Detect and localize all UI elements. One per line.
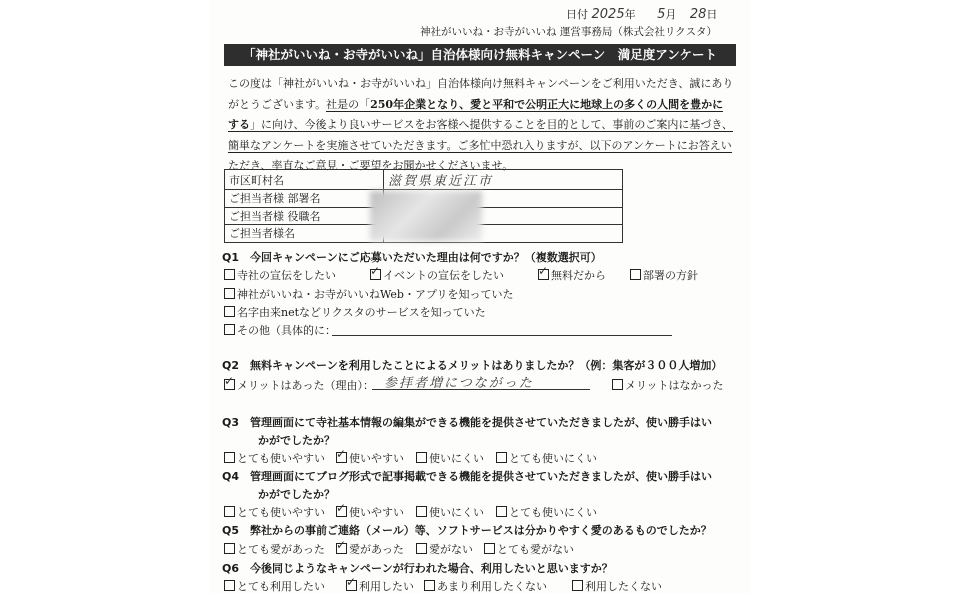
option-label: 使いにくい bbox=[429, 506, 484, 519]
option-label: とても愛がない bbox=[497, 543, 574, 556]
date-line bbox=[566, 6, 717, 22]
option-label: 利用したい bbox=[359, 580, 414, 593]
option-label: とても使いやすい bbox=[237, 506, 325, 519]
q3-title-line-2: かがでしたか？ bbox=[258, 434, 335, 447]
checkbox-icon[interactable] bbox=[224, 288, 235, 299]
q5-option-very-loving[interactable] bbox=[224, 541, 325, 557]
checkbox-checked-icon[interactable] bbox=[370, 269, 381, 280]
intro-line-3 bbox=[228, 115, 738, 136]
checkbox-icon[interactable] bbox=[612, 379, 623, 390]
q1-option-policy[interactable] bbox=[630, 267, 698, 283]
option-label: 愛がない bbox=[429, 543, 473, 556]
q2-reason-handwritten[interactable]: 参拝者増につながった bbox=[384, 376, 534, 391]
checkbox-icon[interactable] bbox=[224, 580, 235, 591]
q1-option-free[interactable] bbox=[538, 267, 606, 283]
q6-title: Q6 今後同じようなキャンペーンが行われた場合、利用したいと思いますか？ bbox=[222, 562, 613, 575]
q6-option-not-want[interactable] bbox=[572, 578, 662, 594]
checkbox-icon[interactable] bbox=[424, 580, 435, 591]
q4-option-very-easy[interactable] bbox=[224, 504, 325, 520]
q2-title: Q2 無料キャンペーンを利用したことによるメリットはありましたか？（例：集客が３００人増加） bbox=[222, 359, 723, 372]
checkbox-icon[interactable] bbox=[572, 580, 583, 591]
q2-option-no[interactable] bbox=[612, 377, 724, 393]
option-label: とても利用したい bbox=[237, 580, 325, 593]
checkbox-icon[interactable] bbox=[224, 543, 235, 554]
intro-motto: 250年企業となり、愛と平和で公明正大に地球上の多くの人間を豊かに bbox=[370, 97, 724, 111]
q6-option-want[interactable] bbox=[346, 578, 414, 594]
checkbox-icon[interactable] bbox=[224, 306, 235, 317]
contact-name-label: ご担当者様名 bbox=[225, 225, 384, 243]
option-label: 愛があった bbox=[349, 543, 404, 556]
option-label: とても使いにくい bbox=[509, 452, 597, 465]
checkbox-checked-icon[interactable] bbox=[336, 543, 347, 554]
checkbox-icon[interactable] bbox=[224, 324, 235, 335]
q4-option-very-hard[interactable] bbox=[496, 504, 597, 520]
month-value: 5 bbox=[657, 7, 666, 22]
option-label: とても愛があった bbox=[237, 543, 325, 556]
checkbox-icon[interactable] bbox=[224, 506, 235, 517]
option-label: あまり利用したくない bbox=[437, 580, 547, 593]
option-label: 使いにくい bbox=[429, 452, 484, 465]
survey-title: 「神社がいいね・お寺がいいね」自治体様向け無料キャンペーン 満足度アンケート bbox=[224, 44, 736, 66]
q6-option-very-want[interactable] bbox=[224, 578, 325, 594]
intro-thanks: がとうございます。 bbox=[228, 97, 327, 111]
intro-line-5: ただき、率直なご意見・ご要望をお聞かせくださいませ。 bbox=[228, 159, 514, 172]
option-label: 部署の方針 bbox=[643, 269, 698, 282]
municipality-value[interactable]: 滋賀県東近江市 bbox=[384, 170, 623, 190]
q4-title-line-1: Q4 管理画面にてブログ形式で記事掲載できる機能を提供させていただきましたが、使い勝手はい bbox=[222, 470, 713, 483]
year-unit: 年 bbox=[624, 8, 636, 21]
q3-option-easy[interactable] bbox=[336, 450, 404, 466]
q1-option-knew-app[interactable] bbox=[224, 286, 514, 302]
q3-title-line-1: Q3 管理画面にて寺社基本情報の編集ができる機能を提供させていただきましたが、使い勝手はい bbox=[222, 416, 713, 429]
option-label: 使いやすい bbox=[349, 506, 404, 519]
q5-option-no-love[interactable] bbox=[416, 541, 473, 557]
q1-title: Q1 今回キャンペーンにご応募いただいた理由は何ですか？（複数選択可） bbox=[222, 251, 602, 264]
date-label: 日付 bbox=[566, 8, 588, 21]
option-label: 無料だから bbox=[551, 269, 606, 282]
year-value: 2025 bbox=[591, 7, 625, 22]
checkbox-icon[interactable] bbox=[484, 543, 495, 554]
option-label: メリットはあった（理由）： bbox=[237, 379, 374, 392]
q4-option-hard[interactable] bbox=[416, 504, 484, 520]
day-value: 28 bbox=[689, 7, 707, 22]
checkbox-checked-icon[interactable] bbox=[336, 506, 347, 517]
option-label: とても使いやすい bbox=[237, 452, 325, 465]
office-name: 神社がいいね・お寺がいいね 運営事務局（株式会社リクスタ） bbox=[420, 26, 718, 38]
option-label: とても使いにくい bbox=[509, 506, 597, 519]
option-label: イベントの宣伝をしたい bbox=[383, 269, 504, 282]
checkbox-icon[interactable] bbox=[416, 543, 427, 554]
q3-option-very-easy[interactable] bbox=[224, 450, 325, 466]
q6-option-rather-not[interactable] bbox=[424, 578, 547, 594]
q3-option-hard[interactable] bbox=[416, 450, 484, 466]
q2-reason-underline bbox=[372, 389, 590, 390]
q5-option-loving[interactable] bbox=[336, 541, 404, 557]
option-label: 名字由来netなどリクスタのサービスを知っていた bbox=[237, 306, 486, 319]
option-label: メリットはなかった bbox=[625, 379, 724, 392]
department-label: ご担当者様 部署名 bbox=[225, 190, 384, 208]
position-label: ご担当者様 役職名 bbox=[225, 207, 384, 225]
checkbox-icon[interactable] bbox=[224, 269, 235, 280]
intro-paragraph bbox=[228, 74, 738, 177]
checkbox-icon[interactable] bbox=[496, 506, 507, 517]
checkbox-checked-icon[interactable] bbox=[336, 452, 347, 463]
checkbox-icon[interactable] bbox=[496, 452, 507, 463]
checkbox-icon[interactable] bbox=[630, 269, 641, 280]
q2-option-yes[interactable] bbox=[224, 377, 374, 393]
intro-request: 簡単なアンケートを実施させていただきます。ご多忙中恐れ入りますが、以下のアンケートにお答えい bbox=[228, 138, 732, 152]
q4-title-line-2: かがでしたか？ bbox=[258, 488, 335, 501]
option-label: その他（具体的に： bbox=[237, 324, 336, 337]
checkbox-icon[interactable] bbox=[416, 452, 427, 463]
checkbox-checked-icon[interactable] bbox=[224, 379, 235, 390]
intro-motto-prefix: 社是の「 bbox=[326, 97, 371, 111]
table-row bbox=[225, 170, 623, 190]
q5-title: Q5 弊社からの事前ご連絡（メール）等、ソフトサービスは分かりやすく愛のあるものでしたか？ bbox=[222, 524, 712, 537]
option-label: 利用したくない bbox=[585, 580, 662, 593]
option-label: 使いやすい bbox=[349, 452, 404, 465]
intro-line-2 bbox=[228, 95, 738, 116]
q1-option-other[interactable] bbox=[224, 322, 336, 338]
intro-line-1: この度は「神社がいいね・お寺がいいね」自治体様向け無料キャンペーンをご利用いただき、誠にあり bbox=[228, 77, 734, 90]
checkbox-checked-icon[interactable] bbox=[538, 269, 549, 280]
q1-option-event-promo[interactable] bbox=[370, 267, 504, 283]
q4-option-easy[interactable] bbox=[336, 504, 404, 520]
checkbox-icon[interactable] bbox=[416, 506, 427, 517]
redacted-personal-info bbox=[370, 191, 482, 241]
q1-option-knew-rixta[interactable] bbox=[224, 304, 486, 320]
option-label: 神社がいいね・お寺がいいねWeb・アプリを知っていた bbox=[237, 288, 514, 301]
option-label: 寺社の宣伝をしたい bbox=[237, 269, 336, 282]
q5-option-no-love-at-all[interactable] bbox=[484, 541, 574, 557]
intro-purpose: 」に向け、今後より良いサービスをお客様へ提供することを目的として、事前のご案内に基づき、 bbox=[250, 118, 733, 131]
month-unit: 月 bbox=[665, 8, 677, 21]
checkbox-icon[interactable] bbox=[224, 452, 235, 463]
municipality-label: 市区町村名 bbox=[225, 170, 384, 190]
intro-line-4 bbox=[228, 136, 738, 157]
intro-motto-end: する bbox=[228, 118, 250, 131]
checkbox-checked-icon[interactable] bbox=[346, 580, 357, 591]
q1-other-underline bbox=[332, 335, 672, 336]
q1-option-shrine-promo[interactable] bbox=[224, 267, 336, 283]
day-unit: 日 bbox=[706, 8, 718, 21]
q3-option-very-hard[interactable] bbox=[496, 450, 597, 466]
